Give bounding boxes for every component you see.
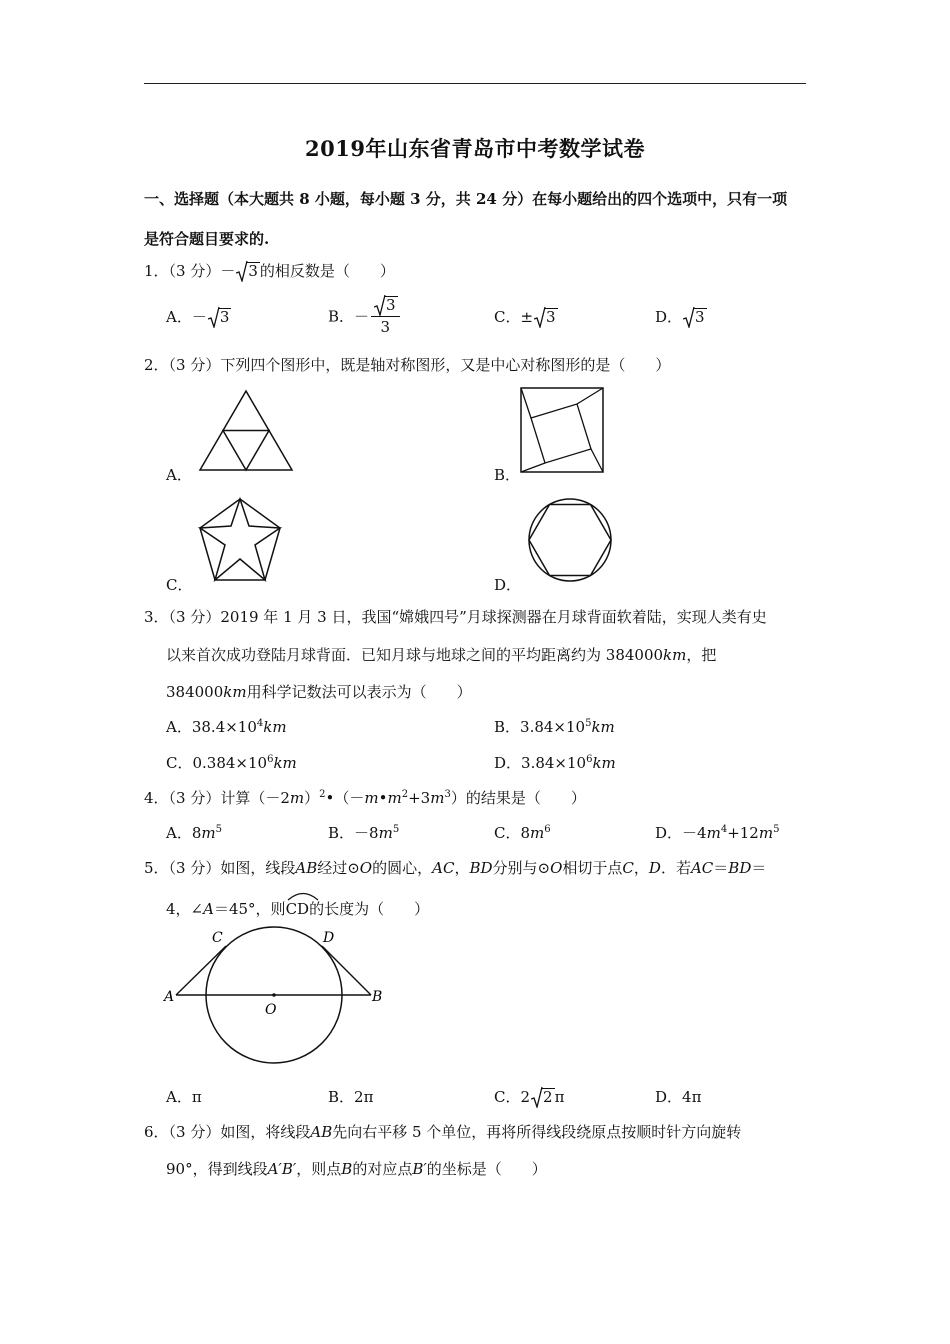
question-2-stem: 2．（3 分）下列四个图形中，既是轴对称图形，又是中心对称图形的是（ ） bbox=[144, 356, 671, 374]
figure-label-a: A bbox=[164, 989, 175, 1005]
question-6-stem-line2: 90°，得到线段A′B′，则点B的对应点B′的坐标是（ ） bbox=[166, 1160, 547, 1178]
question-3-stem-line2: 以来首次成功登陆月球背面．已知月球与地球之间的平均距离约为 384000km，把 bbox=[166, 646, 717, 664]
q3-option-b[interactable]: B．$3.84\times 10^5km$ bbox=[494, 718, 615, 736]
question-5-stem-line1: 5．（3 分）如图，线段AB经过⊙O的圆心，AC，BD分别与⊙O相切于点C，D．若AC＝BD＝ bbox=[144, 859, 767, 877]
arc-cd-symbol: CD bbox=[286, 894, 310, 918]
circle-tangent-figure bbox=[160, 924, 390, 1070]
section-header-line1: 一、选择题（本大题共 8 小题，每小题 3 分，共 24 分）在每小题给出的四个选项中，只有一项 bbox=[144, 190, 788, 208]
question-1-stem: 1．（3 分）－ 3 的相反数是（ ） bbox=[144, 262, 395, 280]
triangle-figure bbox=[196, 388, 296, 474]
page-title: 2019年山东省青岛市中考数学试卷 bbox=[305, 136, 645, 161]
question-5-stem-line2: 4，∠A＝45°，则 CD的长度为（ ） bbox=[166, 894, 429, 919]
q2-option-b[interactable]: B． bbox=[494, 466, 521, 484]
question-3-stem-line3: 384000km用科学记数法可以表示为（ ） bbox=[166, 683, 472, 701]
q1-option-b[interactable]: B．－ $\frac{3}{3}$ bbox=[328, 296, 400, 336]
figure-label-o: O bbox=[265, 1002, 277, 1018]
top-rule bbox=[144, 83, 806, 84]
square-pinwheel-figure bbox=[519, 386, 605, 474]
q5-option-b[interactable]: B．2π bbox=[328, 1088, 374, 1106]
q1-option-d[interactable]: D． 3 bbox=[655, 308, 705, 326]
figure-label-c: C bbox=[212, 930, 223, 946]
figure-label-d: D bbox=[323, 930, 335, 946]
q5-option-d[interactable]: D．4π bbox=[655, 1088, 702, 1106]
q1-option-a[interactable]: A．－ 3 bbox=[166, 308, 230, 326]
q4-option-c[interactable]: C．$8m^6$ bbox=[494, 824, 551, 842]
q2-option-a[interactable]: A． bbox=[166, 466, 192, 484]
figure-label-b: B bbox=[372, 989, 383, 1005]
question-4-stem: 4．（3 分）计算$(-2m)^2•(-m•m^2+3m^3)$的结果是（ ） bbox=[144, 789, 586, 807]
q4-option-a[interactable]: A．$8m^5$ bbox=[166, 824, 222, 842]
q3-option-d[interactable]: D．$3.84\times 10^6km$ bbox=[494, 754, 616, 772]
section-header-line2: 是符合题目要求的. bbox=[144, 230, 270, 248]
star-pentagon-figure bbox=[196, 496, 284, 584]
q4-option-d[interactable]: D．$-4m^4+12m^5$ bbox=[655, 824, 780, 842]
q3-option-c[interactable]: C．$0.384\times 10^6km$ bbox=[166, 754, 297, 772]
q5-option-c[interactable]: C．2 2 π bbox=[494, 1088, 565, 1106]
hexagon-circle-figure bbox=[525, 496, 615, 584]
q4-option-b[interactable]: B．$-8m^5$ bbox=[328, 824, 400, 842]
q1-option-c[interactable]: C．± 3 bbox=[494, 308, 556, 326]
q2-option-c[interactable]: C． bbox=[166, 576, 193, 594]
q3-option-a[interactable]: A．$38.4\times 10^4km$ bbox=[166, 718, 287, 736]
question-6-stem-line1: 6．（3 分）如图，将线段AB先向右平移 5 个单位，再将所得线段绕原点按顺时针方向旋转 bbox=[144, 1123, 742, 1141]
q2-option-d[interactable]: D． bbox=[494, 576, 522, 594]
question-3-stem-line1: 3．（3 分）2019 年 1 月 3 日，我国“嫦娥四号”月球探测器在月球背面软着陆，实现人类有史 bbox=[144, 608, 767, 626]
sqrt-symbol: 3 bbox=[236, 262, 260, 280]
q5-option-a[interactable]: A．π bbox=[166, 1088, 202, 1106]
